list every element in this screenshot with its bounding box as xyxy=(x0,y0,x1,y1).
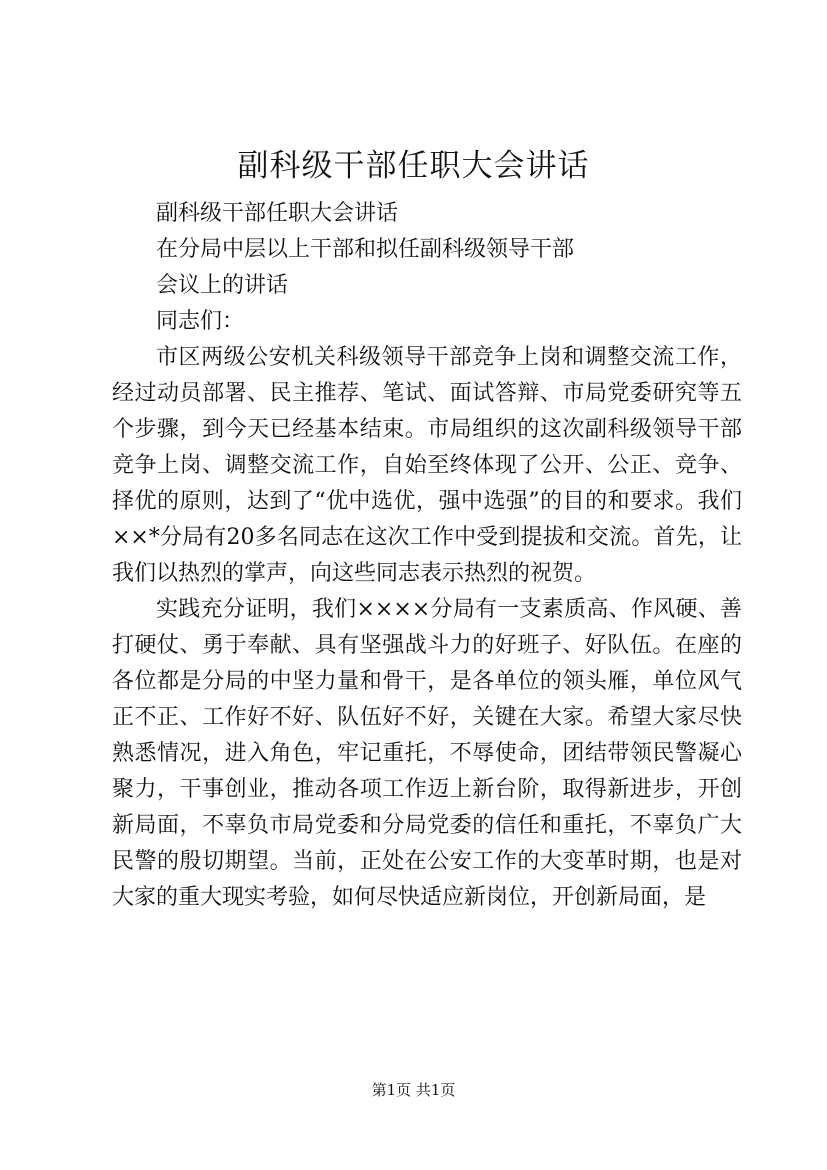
page-footer: 第1页 共1页 xyxy=(371,1081,456,1099)
header-line: 副科级干部任职大会讲话 xyxy=(156,201,399,226)
salutation: 同志们： xyxy=(156,309,245,334)
header-line: 会议上的讲话 xyxy=(156,273,289,298)
document-body xyxy=(112,196,742,916)
header-line: 在分局中层以上干部和拟任副科级领导干部 xyxy=(156,237,575,262)
body-paragraph: 市区两级公安机关科级领导干部竞争上岗和调整交流工作，经过动员部署、民主推荐、笔试、面试答辩、市局党委研究等五个步骤，到今天已经基本结束。市局组织的这次副科级领导干部竞争上岗、调整交流工作，自始至终体现了公开、公正、竞争、择优的原则，达到了“优中选优，强中选强”的目的和要求。我们××*分局有20多名同志在这次工作中受到提拔和交流。首先，让我们以热烈的掌声，向这些同志表示热烈的祝贺。 xyxy=(112,345,742,586)
document-title: 副科级干部任职大会讲话 xyxy=(237,148,590,184)
body-paragraph: 实践充分证明，我们××××分局有一支素质高、作风硬、善打硬仗、勇于奉献、具有坚强战斗力的好班子、好队伍。在座的各位都是分局的中坚力量和骨干，是各单位的领头雁，单位风气正不正、工作好不好、队伍好不好，关键在大家。希望大家尽快熟悉情况，进入角色，牢记重托，不辱使命，团结带领民警凝心聚力，干事创业，推动各项工作迈上新台阶，取得新进步，开创新局面，不辜负市局党委和分局党委的信任和重托，不辜负广大民警的殷切期望。当前，正处在公安工作的大变革时期，也是对大家的重大现实考验，如何尽快适应新岗位，开创新局面，是 xyxy=(112,597,742,910)
